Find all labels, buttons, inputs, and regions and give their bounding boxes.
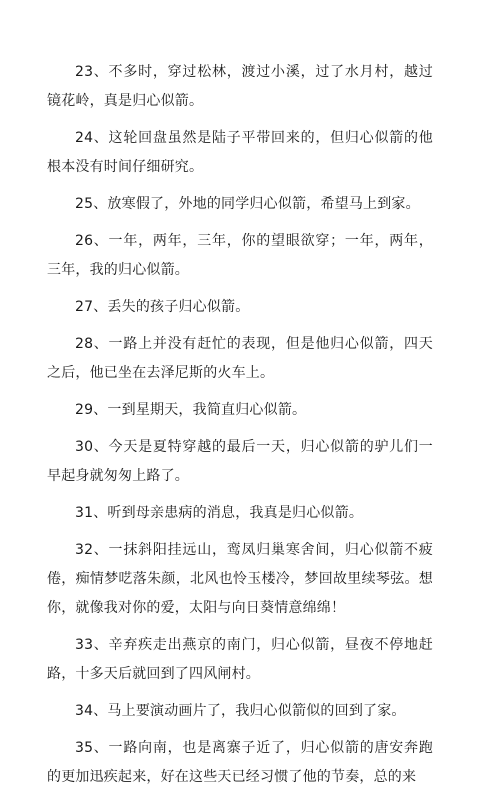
paragraph-31: 31、听到母亲患病的消息，我真是归心似箭。 [75, 505, 364, 521]
paragraph-32: 32、一抹斜阳挂远山，鸾凤归巢寒舍间，归心似箭不疲倦，痴情梦呓落朱颜，北风也怜玉楼冷，梦回故里续琴弦。想你，就像我对你的爱，太阳与向日葵情意绵绵！ [47, 542, 433, 616]
paragraph-29: 29、一到星期天，我简直归心似箭。 [75, 402, 307, 418]
paragraph-27: 27、丢失的孩子归心似箭。 [75, 299, 250, 315]
paragraph-28: 28、一路上并没有赶忙的表现，但是他归心似箭，四天之后，他已坐在去泽尼斯的火车上。 [47, 336, 433, 381]
paragraph-30: 30、今天是夏特穿越的最后一天，归心似箭的驴儿们一早起身就匆匆上路了。 [47, 439, 433, 484]
paragraph-26: 26、一年，两年，三年，你的望眼欲穿；一年，两年，三年，我的归心似箭。 [47, 233, 433, 278]
paragraph-33: 33、辛弃疾走出燕京的南门，归心似箭，昼夜不停地赶路，十多天后就回到了四风闸村。 [47, 637, 433, 682]
document-body [47, 58, 433, 800]
paragraph-35: 35、一路向南，也是离寨子近了，归心似箭的唐安奔跑的更加迅疾起来，好在这些天已经习惯了他的节奏，总的来 [47, 740, 433, 785]
paragraph-34: 34、马上要演动画片了，我归心似箭似的回到了家。 [75, 703, 406, 719]
paragraph-25: 25、放寒假了，外地的同学归心似箭，希望马上到家。 [75, 196, 420, 212]
paragraph-24: 24、这轮回盘虽然是陆子平带回来的，但归心似箭的他根本没有时间仔细研究。 [47, 130, 433, 175]
paragraph-23: 23、不多时，穿过松林，渡过小溪，过了水月村，越过镜花岭，真是归心似箭。 [47, 64, 433, 109]
